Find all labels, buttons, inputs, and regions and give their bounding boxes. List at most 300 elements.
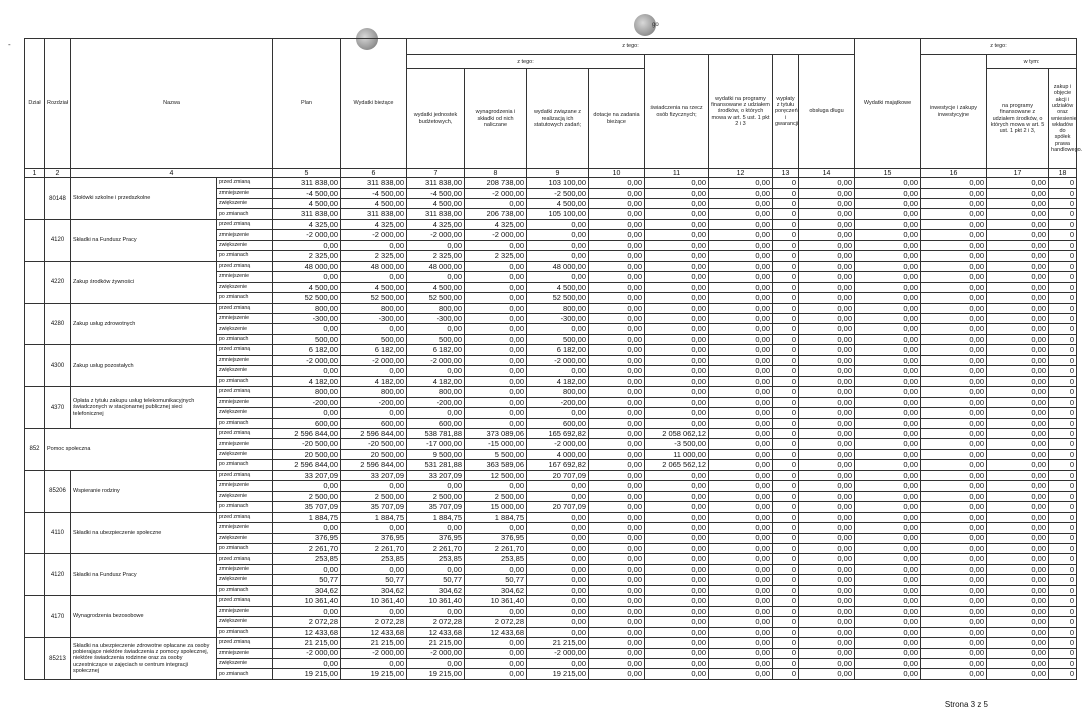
- value-cell: 0,00: [709, 240, 773, 250]
- value-cell: 2 065 562,12: [645, 460, 709, 470]
- value-cell: 0,00: [273, 272, 341, 282]
- value-cell: 0,00: [799, 617, 855, 627]
- column-number: 5: [273, 168, 341, 177]
- value-cell: 2 325,00: [273, 251, 341, 261]
- row-label: zwiększenie: [217, 449, 273, 459]
- column-number: 7: [407, 168, 465, 177]
- value-cell: 0,00: [921, 638, 987, 648]
- value-cell: 0: [1049, 334, 1077, 344]
- value-cell: 165 692,82: [527, 428, 589, 438]
- table-row: [25, 303, 1077, 313]
- value-cell: 800,00: [527, 387, 589, 397]
- value-cell: 0,00: [709, 272, 773, 282]
- value-cell: 0,00: [589, 658, 645, 668]
- value-cell: 4 182,00: [407, 376, 465, 386]
- value-cell: 0,00: [589, 293, 645, 303]
- value-cell: 0,00: [855, 460, 921, 470]
- value-cell: 0,00: [799, 564, 855, 574]
- value-cell: 0,00: [645, 627, 709, 637]
- value-cell: 0,00: [799, 366, 855, 376]
- value-cell: 0,00: [921, 230, 987, 240]
- item-name: Składki na Fundusz Pracy: [71, 219, 217, 261]
- value-cell: 0,00: [855, 366, 921, 376]
- value-cell: 0,00: [799, 261, 855, 271]
- value-cell: 0,00: [465, 523, 527, 533]
- value-cell: 2 072,28: [465, 617, 527, 627]
- value-cell: 0,00: [921, 596, 987, 606]
- value-cell: 0,00: [589, 428, 645, 438]
- value-cell: 0,00: [527, 272, 589, 282]
- value-cell: 0: [1049, 397, 1077, 407]
- value-cell: 0,00: [855, 523, 921, 533]
- value-cell: 50,77: [341, 575, 407, 585]
- value-cell: 0,00: [799, 209, 855, 219]
- value-cell: 4 500,00: [527, 199, 589, 209]
- value-cell: 0: [773, 596, 799, 606]
- value-cell: 21 215,00: [341, 638, 407, 648]
- value-cell: 0: [773, 533, 799, 543]
- header-obsluga-dlugu: obsługa długu: [799, 55, 855, 169]
- value-cell: 0: [773, 627, 799, 637]
- value-cell: 0,00: [465, 658, 527, 668]
- value-cell: 2 072,28: [273, 617, 341, 627]
- value-cell: 0,00: [987, 272, 1049, 282]
- value-cell: 0: [773, 282, 799, 292]
- hole-overlap-text: go: [652, 22, 659, 28]
- value-cell: 600,00: [341, 418, 407, 428]
- value-cell: 304,62: [407, 585, 465, 595]
- table-row: [25, 554, 1077, 564]
- value-cell: 0: [773, 575, 799, 585]
- row-label: po zmianach: [217, 585, 273, 595]
- value-cell: 4 325,00: [273, 219, 341, 229]
- item-name: Składki na Fundusz Pracy: [71, 554, 217, 596]
- value-cell: 0,00: [855, 408, 921, 418]
- item-name: Pomoc społeczna: [45, 428, 217, 470]
- value-cell: 0,00: [273, 324, 341, 334]
- value-cell: 0: [1049, 564, 1077, 574]
- value-cell: 0,00: [527, 585, 589, 595]
- value-cell: -2 000,00: [465, 230, 527, 240]
- value-cell: 12 433,68: [273, 627, 341, 637]
- row-label: po zmianach: [217, 418, 273, 428]
- value-cell: -2 000,00: [407, 648, 465, 658]
- value-cell: -4 500,00: [341, 188, 407, 198]
- row-label: zwiększenie: [217, 408, 273, 418]
- value-cell: 0: [1049, 387, 1077, 397]
- value-cell: 0: [1049, 439, 1077, 449]
- value-cell: 6 182,00: [341, 345, 407, 355]
- value-cell: 500,00: [273, 334, 341, 344]
- value-cell: 0,00: [273, 523, 341, 533]
- value-cell: 0,00: [799, 230, 855, 240]
- value-cell: 0,00: [799, 512, 855, 522]
- row-label: zwiększenie: [217, 617, 273, 627]
- value-cell: 0,00: [589, 638, 645, 648]
- value-cell: 206 738,00: [465, 209, 527, 219]
- value-cell: 0,00: [589, 261, 645, 271]
- value-cell: 0,00: [855, 240, 921, 250]
- value-cell: 4 500,00: [341, 199, 407, 209]
- value-cell: 0,00: [921, 345, 987, 355]
- row-label: zwiększenie: [217, 366, 273, 376]
- table-row: [25, 428, 1077, 438]
- value-cell: 0: [1049, 418, 1077, 428]
- value-cell: 0,00: [855, 533, 921, 543]
- value-cell: 0,00: [527, 324, 589, 334]
- value-cell: 0,00: [589, 314, 645, 324]
- value-cell: 2 261,70: [341, 543, 407, 553]
- item-name: Składki na ubezpieczenie zdrowotne opłacane za osoby pobierające niektóre świadczenia z pomocy społecznej, niektóre świadczenia rodzinne oraz za osoby uczestniczące w zajęciach w centrum integracji społecznej: [71, 638, 217, 680]
- item-name: Opłata z tytułu zakupu usług telekomunikacyjnych świadczonych w stacjonarnej publicznej sieci telefonicznej: [71, 387, 217, 429]
- value-cell: 0,00: [645, 334, 709, 344]
- value-cell: 0,00: [987, 460, 1049, 470]
- value-cell: 0: [773, 648, 799, 658]
- value-cell: 0,00: [645, 585, 709, 595]
- value-cell: 0,00: [799, 314, 855, 324]
- value-cell: 0,00: [921, 366, 987, 376]
- value-cell: 0,00: [407, 658, 465, 668]
- value-cell: 0: [1049, 251, 1077, 261]
- value-cell: 0,00: [987, 397, 1049, 407]
- rozdzial-code: 80148: [45, 178, 71, 220]
- table-row: [25, 219, 1077, 229]
- value-cell: 0,00: [921, 376, 987, 386]
- value-cell: 311 838,00: [273, 178, 341, 188]
- value-cell: 0,00: [921, 543, 987, 553]
- value-cell: 0,00: [589, 617, 645, 627]
- row-label: zmniejszenie: [217, 230, 273, 240]
- value-cell: 0,00: [527, 512, 589, 522]
- header-wyplaty: wypłaty z tytułu poręczeń i gwarancji: [773, 55, 799, 169]
- value-cell: 0,00: [855, 314, 921, 324]
- value-cell: 0: [773, 428, 799, 438]
- value-cell: 33 207,09: [407, 470, 465, 480]
- value-cell: 2 500,00: [341, 491, 407, 501]
- value-cell: 0,00: [921, 397, 987, 407]
- value-cell: -17 000,00: [407, 439, 465, 449]
- value-cell: 0: [1049, 617, 1077, 627]
- rozdzial-code: 4220: [45, 261, 71, 303]
- value-cell: 800,00: [341, 387, 407, 397]
- row-label: po zmianach: [217, 293, 273, 303]
- header-nazwa: Nazwa: [71, 39, 273, 169]
- value-cell: 0,00: [527, 251, 589, 261]
- value-cell: 48 000,00: [273, 261, 341, 271]
- value-cell: 0: [1049, 199, 1077, 209]
- row-label: zmniejszenie: [217, 355, 273, 365]
- value-cell: -20 500,00: [273, 439, 341, 449]
- row-label: przed zmianą: [217, 638, 273, 648]
- value-cell: 2 261,70: [465, 543, 527, 553]
- dzial-cell: [25, 345, 45, 387]
- value-cell: 0: [1049, 648, 1077, 658]
- value-cell: 0,00: [921, 199, 987, 209]
- value-cell: 0,00: [341, 408, 407, 418]
- value-cell: 0,00: [799, 428, 855, 438]
- value-cell: 0,00: [921, 314, 987, 324]
- row-label: zwiększenie: [217, 199, 273, 209]
- value-cell: 0,00: [987, 502, 1049, 512]
- value-cell: 48 000,00: [341, 261, 407, 271]
- column-number: 1: [25, 168, 45, 177]
- value-cell: 0: [1049, 272, 1077, 282]
- value-cell: 0,00: [589, 575, 645, 585]
- column-number: 17: [987, 168, 1049, 177]
- rozdzial-code: 85206: [45, 470, 71, 512]
- value-cell: 0,00: [799, 627, 855, 637]
- value-cell: 253,85: [341, 554, 407, 564]
- value-cell: 0,00: [921, 648, 987, 658]
- value-cell: 0,00: [527, 617, 589, 627]
- value-cell: 0,00: [645, 209, 709, 219]
- value-cell: 0,00: [589, 627, 645, 637]
- value-cell: 0,00: [921, 617, 987, 627]
- value-cell: 0,00: [799, 293, 855, 303]
- value-cell: 0,00: [407, 272, 465, 282]
- rozdzial-code: 4280: [45, 303, 71, 345]
- value-cell: 0,00: [709, 178, 773, 188]
- value-cell: 0,00: [855, 334, 921, 344]
- value-cell: 0,00: [799, 648, 855, 658]
- value-cell: 0,00: [465, 638, 527, 648]
- value-cell: 0,00: [987, 355, 1049, 365]
- value-cell: 0: [773, 502, 799, 512]
- column-number: 11: [645, 168, 709, 177]
- value-cell: 0,00: [709, 219, 773, 229]
- header-z-tego-3: z tego:: [921, 39, 1077, 55]
- value-cell: 0,00: [799, 669, 855, 680]
- value-cell: 0,00: [709, 293, 773, 303]
- row-label: przed zmianą: [217, 345, 273, 355]
- value-cell: -2 000,00: [465, 188, 527, 198]
- row-label: zmniejszenie: [217, 314, 273, 324]
- value-cell: 0,00: [855, 251, 921, 261]
- value-cell: 0: [773, 251, 799, 261]
- value-cell: 0,00: [589, 648, 645, 658]
- value-cell: 0,00: [921, 449, 987, 459]
- value-cell: 0,00: [709, 188, 773, 198]
- value-cell: 304,62: [341, 585, 407, 595]
- value-cell: 0,00: [645, 481, 709, 491]
- value-cell: 0,00: [921, 387, 987, 397]
- value-cell: 0,00: [987, 293, 1049, 303]
- value-cell: 0: [773, 345, 799, 355]
- value-cell: 0,00: [921, 470, 987, 480]
- value-cell: -4 500,00: [273, 188, 341, 198]
- value-cell: 0,00: [987, 658, 1049, 668]
- value-cell: 0,00: [709, 669, 773, 680]
- value-cell: -300,00: [273, 314, 341, 324]
- value-cell: 0,00: [987, 669, 1049, 680]
- value-cell: 0,00: [341, 564, 407, 574]
- value-cell: 304,62: [273, 585, 341, 595]
- dzial-cell: [25, 470, 45, 512]
- value-cell: 4 182,00: [341, 376, 407, 386]
- value-cell: 0,00: [527, 564, 589, 574]
- value-cell: 0,00: [465, 355, 527, 365]
- value-cell: 0,00: [921, 585, 987, 595]
- value-cell: 0,00: [855, 575, 921, 585]
- value-cell: 0,00: [799, 418, 855, 428]
- value-cell: 0,00: [799, 585, 855, 595]
- value-cell: 0,00: [407, 408, 465, 418]
- value-cell: 0,00: [799, 523, 855, 533]
- value-cell: 0: [1049, 596, 1077, 606]
- value-cell: 0,00: [589, 345, 645, 355]
- table-row: [25, 178, 1077, 188]
- value-cell: 0: [1049, 324, 1077, 334]
- value-cell: 19 215,00: [527, 669, 589, 680]
- value-cell: -3 500,00: [645, 439, 709, 449]
- dzial-cell: [25, 512, 45, 554]
- value-cell: 0,00: [987, 627, 1049, 637]
- value-cell: 800,00: [341, 303, 407, 313]
- value-cell: 35 707,09: [341, 502, 407, 512]
- value-cell: 0,00: [799, 251, 855, 261]
- budget-table: [24, 38, 1082, 680]
- value-cell: 0,00: [589, 240, 645, 250]
- value-cell: 0: [1049, 543, 1077, 553]
- value-cell: 800,00: [273, 387, 341, 397]
- value-cell: 35 707,09: [273, 502, 341, 512]
- value-cell: 0,00: [589, 219, 645, 229]
- value-cell: 0,00: [921, 303, 987, 313]
- value-cell: 311 838,00: [341, 178, 407, 188]
- value-cell: 0,00: [799, 178, 855, 188]
- value-cell: 0,00: [921, 178, 987, 188]
- value-cell: 0,00: [645, 345, 709, 355]
- value-cell: 500,00: [527, 334, 589, 344]
- value-cell: 0,00: [527, 366, 589, 376]
- value-cell: 0,00: [921, 219, 987, 229]
- value-cell: 0,00: [709, 564, 773, 574]
- value-cell: 0: [773, 334, 799, 344]
- value-cell: 0: [773, 439, 799, 449]
- value-cell: 0,00: [645, 554, 709, 564]
- value-cell: 0,00: [921, 355, 987, 365]
- value-cell: 253,85: [465, 554, 527, 564]
- value-cell: 0,00: [465, 293, 527, 303]
- column-number: 8: [465, 168, 527, 177]
- value-cell: 0,00: [709, 648, 773, 658]
- value-cell: 0,00: [709, 209, 773, 219]
- value-cell: 0: [773, 470, 799, 480]
- value-cell: 0: [773, 366, 799, 376]
- value-cell: 0: [773, 658, 799, 668]
- value-cell: 0,00: [465, 669, 527, 680]
- value-cell: 0,00: [921, 533, 987, 543]
- value-cell: -2 000,00: [273, 230, 341, 240]
- value-cell: 4 182,00: [273, 376, 341, 386]
- value-cell: 0: [1049, 366, 1077, 376]
- value-cell: 0,00: [645, 293, 709, 303]
- value-cell: 0,00: [709, 251, 773, 261]
- header-swiadczenia: świadczenia na rzecz osób fizycznych;: [645, 55, 709, 169]
- value-cell: -2 000,00: [273, 355, 341, 365]
- row-label: zwiększenie: [217, 575, 273, 585]
- value-cell: 0,00: [465, 282, 527, 292]
- value-cell: 531 281,88: [407, 460, 465, 470]
- value-cell: 0,00: [799, 188, 855, 198]
- value-cell: 0,00: [709, 606, 773, 616]
- value-cell: 0,00: [921, 491, 987, 501]
- value-cell: 0,00: [589, 408, 645, 418]
- value-cell: 0: [773, 397, 799, 407]
- value-cell: 0: [1049, 408, 1077, 418]
- value-cell: 0,00: [709, 460, 773, 470]
- value-cell: 0,00: [987, 428, 1049, 438]
- value-cell: 0,00: [709, 199, 773, 209]
- value-cell: 0,00: [709, 543, 773, 553]
- value-cell: 0,00: [987, 575, 1049, 585]
- value-cell: 0,00: [645, 575, 709, 585]
- value-cell: 0: [773, 219, 799, 229]
- value-cell: 52 500,00: [273, 293, 341, 303]
- value-cell: 0: [1049, 575, 1077, 585]
- value-cell: 0,00: [645, 408, 709, 418]
- value-cell: 2 072,28: [407, 617, 465, 627]
- value-cell: 20 500,00: [273, 449, 341, 459]
- value-cell: 0,00: [645, 272, 709, 282]
- value-cell: 0,00: [799, 282, 855, 292]
- value-cell: 2 596 844,00: [341, 428, 407, 438]
- value-cell: 0,00: [645, 282, 709, 292]
- value-cell: 0,00: [987, 251, 1049, 261]
- value-cell: 4 325,00: [407, 219, 465, 229]
- value-cell: 376,95: [341, 533, 407, 543]
- value-cell: 0,00: [709, 282, 773, 292]
- value-cell: 500,00: [341, 334, 407, 344]
- value-cell: 0,00: [921, 324, 987, 334]
- header-z-tego-1: z tego:: [407, 39, 855, 55]
- value-cell: 0,00: [987, 387, 1049, 397]
- value-cell: 0,00: [799, 387, 855, 397]
- value-cell: 0,00: [987, 178, 1049, 188]
- value-cell: 0,00: [855, 627, 921, 637]
- value-cell: 0,00: [465, 397, 527, 407]
- value-cell: 48 000,00: [407, 261, 465, 271]
- value-cell: 0,00: [987, 638, 1049, 648]
- row-label: zwiększenie: [217, 491, 273, 501]
- value-cell: 0,00: [921, 272, 987, 282]
- value-cell: 0,00: [341, 481, 407, 491]
- row-label: przed zmianą: [217, 219, 273, 229]
- value-cell: 0,00: [855, 585, 921, 595]
- value-cell: 4 500,00: [273, 282, 341, 292]
- value-cell: 0,00: [799, 606, 855, 616]
- row-label: przed zmianą: [217, 554, 273, 564]
- value-cell: 0,00: [527, 408, 589, 418]
- rozdzial-code: 4120: [45, 219, 71, 261]
- row-label: po zmianach: [217, 543, 273, 553]
- value-cell: 0,00: [987, 209, 1049, 219]
- value-cell: 0,00: [589, 564, 645, 574]
- value-cell: 0,00: [709, 575, 773, 585]
- value-cell: 9 500,00: [407, 449, 465, 459]
- value-cell: 0,00: [645, 470, 709, 480]
- value-cell: 0,00: [799, 575, 855, 585]
- value-cell: 0,00: [709, 449, 773, 459]
- value-cell: 0,00: [709, 366, 773, 376]
- value-cell: 0: [773, 512, 799, 522]
- row-label: przed zmianą: [217, 512, 273, 522]
- value-cell: 0,00: [709, 596, 773, 606]
- value-cell: 0: [1049, 230, 1077, 240]
- value-cell: 0: [1049, 460, 1077, 470]
- value-cell: -2 000,00: [273, 648, 341, 658]
- header-zadania-statutowe: wydatki związane z realizacją ich statutowych zadań;: [527, 69, 589, 169]
